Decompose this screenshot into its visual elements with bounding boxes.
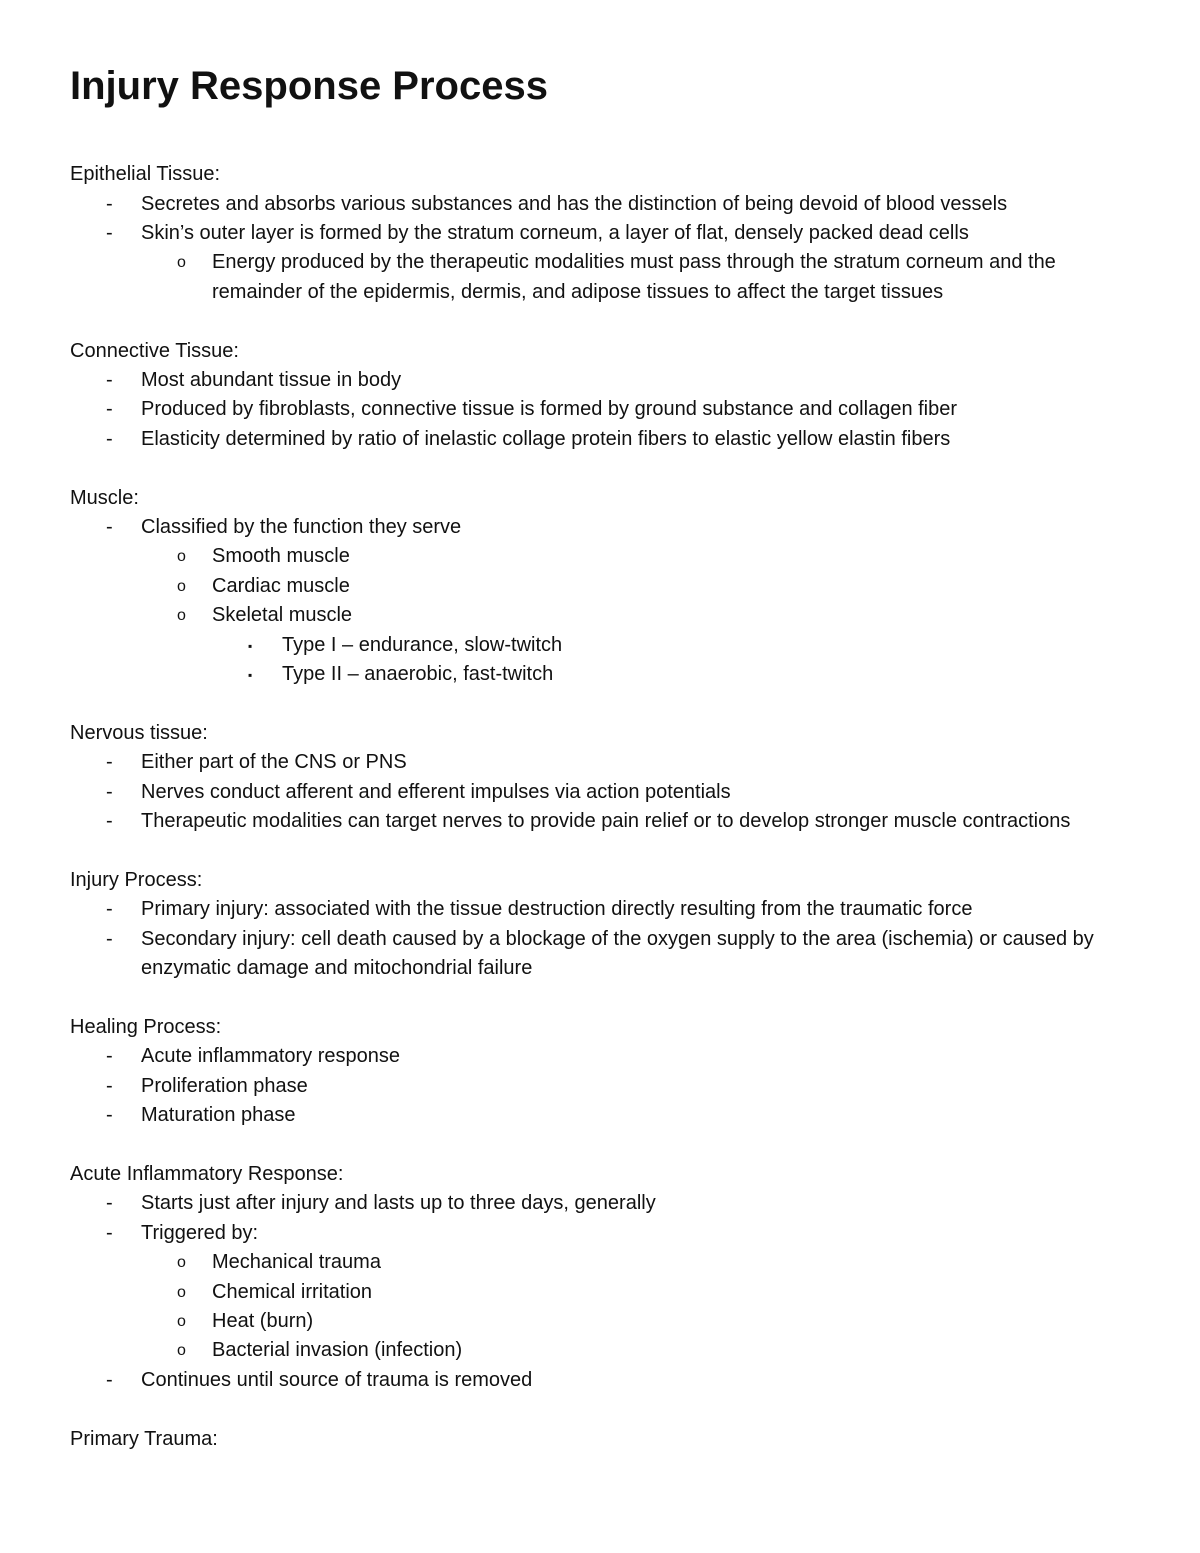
section-healing-process — [70, 1013, 1150, 1131]
section-injury-process — [70, 866, 1150, 984]
section-epithelial-tissue — [70, 160, 1150, 307]
square-bullet-icon: ▪ — [248, 638, 253, 653]
list-item-text: Bacterial invasion (infection) — [212, 1339, 463, 1362]
list-item — [70, 807, 1150, 836]
list-item-text: Skeletal muscle — [212, 604, 353, 627]
dash-bullet-icon: - — [106, 780, 113, 803]
list-item-text: Energy produced by the therapeutic modalities must pass through the stratum corneum and the remainder of the epidermis, dermis, and adipose tissues to affect the target tissues — [212, 251, 1056, 303]
list-item-text: Starts just after injury and lasts up to three days, generally — [141, 1192, 656, 1215]
list-item-text: Most abundant tissue in body — [141, 369, 402, 392]
circle-bullet-icon: o — [177, 548, 186, 566]
square-bullet-icon: ▪ — [248, 668, 253, 683]
dash-bullet-icon: - — [106, 1368, 113, 1391]
list-subitem — [70, 1336, 1150, 1365]
list-item — [70, 1366, 1150, 1395]
section-nervous-tissue — [70, 719, 1150, 837]
list-item-text: Heat (burn) — [212, 1309, 314, 1332]
list-item-text: Acute inflammatory response — [141, 1045, 401, 1068]
list-item-text: Smooth muscle — [212, 545, 350, 568]
section-heading: Nervous tissue: — [70, 721, 208, 744]
section-connective-tissue — [70, 337, 1150, 455]
list-item-text: Cardiac muscle — [212, 574, 350, 597]
list-item-text: Nerves conduct afferent and efferent impulses via action potentials — [141, 780, 731, 803]
list-item — [70, 1219, 1150, 1248]
section-heading: Injury Process: — [70, 868, 203, 891]
list-item — [70, 1042, 1150, 1071]
section-primary-trauma — [70, 1425, 1150, 1454]
bullet-list — [70, 366, 1150, 454]
list-item-text: Therapeutic modalities can target nerves to provide pain relief or to develop stronger muscle contractions — [141, 810, 1071, 833]
dash-bullet-icon: - — [106, 927, 113, 950]
circle-bullet-icon: o — [177, 1312, 186, 1330]
dash-bullet-icon: - — [106, 398, 113, 421]
list-item-text: Either part of the CNS or PNS — [141, 751, 407, 774]
list-item — [70, 513, 1150, 542]
dash-bullet-icon: - — [106, 192, 113, 215]
list-item — [70, 778, 1150, 807]
dash-bullet-icon: - — [106, 222, 113, 244]
dash-bullet-icon: - — [106, 1192, 113, 1215]
section-acute-inflammatory-response — [70, 1160, 1150, 1395]
list-item — [70, 190, 1150, 219]
list-item-text: Skin’s outer layer is formed by the stratum corneum, a layer of flat, densely packed dead cells — [141, 222, 969, 244]
list-item — [70, 1189, 1150, 1218]
list-item-text: Produced by fibroblasts, connective tissue is formed by ground substance and collagen fiber — [141, 398, 958, 421]
list-item — [70, 925, 1150, 984]
list-item-text: Triggered by: — [141, 1221, 259, 1244]
bullet-list — [70, 1042, 1150, 1130]
bullet-list — [70, 895, 1150, 983]
section-heading: Epithelial Tissue: — [70, 163, 221, 186]
dash-bullet-icon: - — [106, 369, 113, 392]
list-item-text: Maturation phase — [141, 1104, 296, 1127]
section-heading: Muscle: — [70, 486, 139, 509]
dash-bullet-icon: - — [106, 810, 113, 833]
list-item — [70, 895, 1150, 924]
dash-bullet-icon: - — [106, 898, 113, 921]
document-page — [70, 64, 1150, 1483]
circle-bullet-icon: o — [177, 254, 186, 272]
list-item-text: Classified by the function they serve — [141, 516, 462, 539]
list-item — [70, 425, 1150, 454]
list-item-text: Mechanical trauma — [212, 1251, 381, 1274]
list-subitem — [70, 542, 1150, 571]
circle-bullet-icon: o — [177, 1283, 186, 1301]
list-item-text: Type I – endurance, slow-twitch — [282, 633, 563, 656]
section-heading: Acute Inflammatory Response: — [70, 1162, 344, 1185]
list-item — [70, 219, 1150, 248]
list-item-text: Type II – anaerobic, fast-twitch — [282, 663, 554, 686]
bullet-list — [70, 748, 1150, 836]
dash-bullet-icon: - — [106, 427, 113, 450]
list-item — [70, 1072, 1150, 1101]
list-item-text: Continues until source of trauma is removed — [141, 1368, 533, 1391]
dash-bullet-icon: - — [106, 751, 113, 774]
list-subsubitem — [70, 631, 1150, 660]
section-heading: Connective Tissue: — [70, 339, 239, 362]
dash-bullet-icon: - — [106, 1045, 113, 1068]
list-item-text: Primary injury: associated with the tissue destruction directly resulting from the traumatic force — [141, 898, 973, 921]
list-item-text: Secretes and absorbs various substances and has the distinction of being devoid of blood vessels — [141, 192, 1008, 215]
section-heading: Primary Trauma: — [70, 1427, 218, 1450]
document-title: Injury Response Process — [70, 64, 548, 108]
bullet-list — [70, 513, 1150, 689]
list-item — [70, 366, 1150, 395]
list-item-text: Secondary injury: cell death caused by a blockage of the oxygen supply to the area (ischemia) or caused by enzymatic damage and mitochondrial failure — [141, 927, 1094, 980]
list-subitem — [70, 248, 1150, 307]
list-subsubitem — [70, 660, 1150, 689]
bullet-list — [70, 1189, 1150, 1395]
list-item — [70, 395, 1150, 424]
list-subitem — [70, 572, 1150, 601]
list-subitem — [70, 601, 1150, 630]
bullet-list — [70, 190, 1150, 308]
section-muscle — [70, 484, 1150, 690]
circle-bullet-icon: o — [177, 607, 186, 625]
circle-bullet-icon: o — [177, 1342, 186, 1360]
list-item-text: Elasticity determined by ratio of inelastic collage protein fibers to elastic yellow elastin fibers — [141, 427, 951, 450]
list-subitem — [70, 1307, 1150, 1336]
section-heading: Healing Process: — [70, 1015, 222, 1038]
dash-bullet-icon: - — [106, 1221, 113, 1244]
list-subitem — [70, 1248, 1150, 1277]
list-item-text: Chemical irritation — [212, 1280, 373, 1303]
circle-bullet-icon: o — [177, 577, 186, 595]
list-item — [70, 1101, 1150, 1130]
list-item — [70, 748, 1150, 777]
dash-bullet-icon: - — [106, 516, 113, 539]
circle-bullet-icon: o — [177, 1254, 186, 1272]
list-subitem — [70, 1278, 1150, 1307]
dash-bullet-icon: - — [106, 1074, 113, 1097]
list-item-text: Proliferation phase — [141, 1074, 308, 1097]
dash-bullet-icon: - — [106, 1104, 113, 1127]
